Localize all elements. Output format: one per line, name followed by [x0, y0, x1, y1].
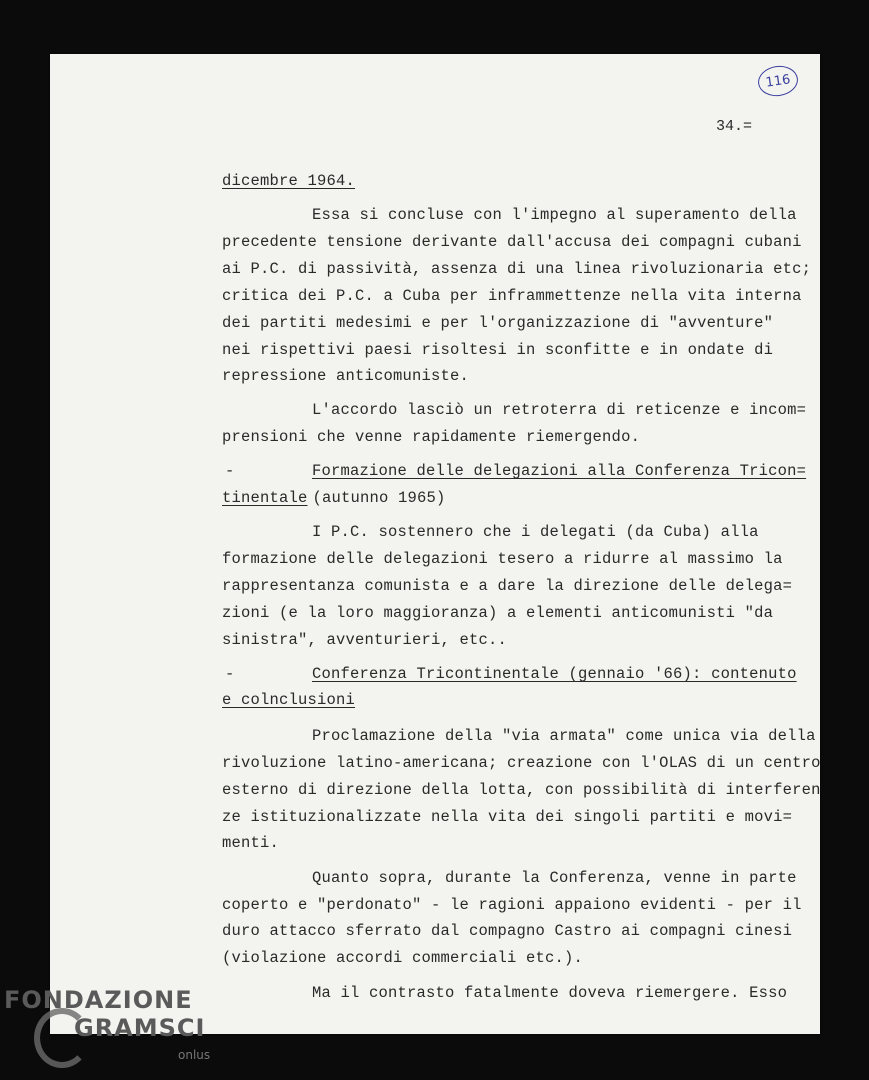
text-line: coperto e "perdonato" - le ragioni appaiono evidenti - per il: [222, 896, 802, 914]
text-line: dicembre 1964.: [222, 172, 356, 190]
text-line: (violazione accordi commerciali etc.).: [222, 949, 584, 967]
text-line: esterno di direzione della lotta, con possibilità di interferen: [222, 781, 821, 799]
text-line: ze istituzionalizzate nella vita dei singoli partiti e movi=: [222, 808, 793, 826]
text-line: formazione delle delegazioni tesero a ridurre al massimo la: [222, 550, 783, 568]
text-line: (autunno 1965): [303, 489, 446, 507]
text-line: ai P.C. di passività, assenza di una linea rivoluzionaria etc;: [222, 260, 812, 278]
section-heading: tinentale: [222, 489, 308, 507]
text-line: L'accordo lasciò un retroterra di reticenze e incom=: [312, 401, 807, 419]
text-line: menti.: [222, 834, 280, 852]
archive-folio-number: 116: [756, 63, 800, 98]
text-line: I P.C. sostennero che i delegati (da Cuba) alla: [312, 523, 759, 541]
text-line: zioni (e la loro maggioranza) a elementi anticomunisti "da: [222, 604, 774, 622]
text-line: dei partiti medesimi e per l'organizzazione di "avventure": [222, 314, 774, 332]
text-line: rivoluzione latino-americana; creazione con l'OLAS di un centro: [222, 754, 821, 772]
text-line: rappresentanza comunista e a dare la direzione delle delega=: [222, 577, 793, 595]
text-line: Proclamazione della "via armata" come unica via della: [312, 727, 816, 745]
text-line: critica dei P.C. a Cuba per inframmettenze nella vita interna: [222, 287, 802, 305]
text-line: Quanto sopra, durante la Conferenza, venne in parte: [312, 869, 797, 887]
text-line: sinistra", avventurieri, etc..: [222, 631, 508, 649]
list-dash: -: [225, 462, 235, 480]
document-page: [50, 54, 820, 1034]
text-line: duro attacco sferrato dal compagno Castro ai compagni cinesi: [222, 922, 793, 940]
text-line: Ma il contrasto fatalmente doveva riemergere. Esso: [312, 984, 788, 1002]
text-line: Essa si concluse con l'impegno al superamento della: [312, 206, 797, 224]
page-number: 34.=: [716, 118, 753, 135]
section-heading: Formazione delle delegazioni alla Conferenza Tricon=: [312, 462, 807, 480]
section-heading: Conferenza Tricontinentale (gennaio '66): contenuto: [312, 665, 797, 683]
text-line: nei rispettivi paesi risoltesi in sconfitte e in ondate di: [222, 341, 774, 359]
logo-line-1: FONDAZIONE: [4, 986, 193, 1014]
logo-line-3: onlus: [178, 1048, 211, 1062]
logo-line-2: GRAMSCI: [74, 1014, 206, 1042]
text-line: repressione anticomuniste.: [222, 367, 470, 385]
fondazione-gramsci-logo: [4, 986, 211, 1062]
list-dash: -: [225, 665, 235, 683]
section-heading: e colnclusioni: [222, 691, 356, 709]
text-line: precedente tensione derivante dall'accusa dei compagni cubani: [222, 233, 802, 251]
text-line: prensioni che venne rapidamente riemergendo.: [222, 428, 641, 446]
